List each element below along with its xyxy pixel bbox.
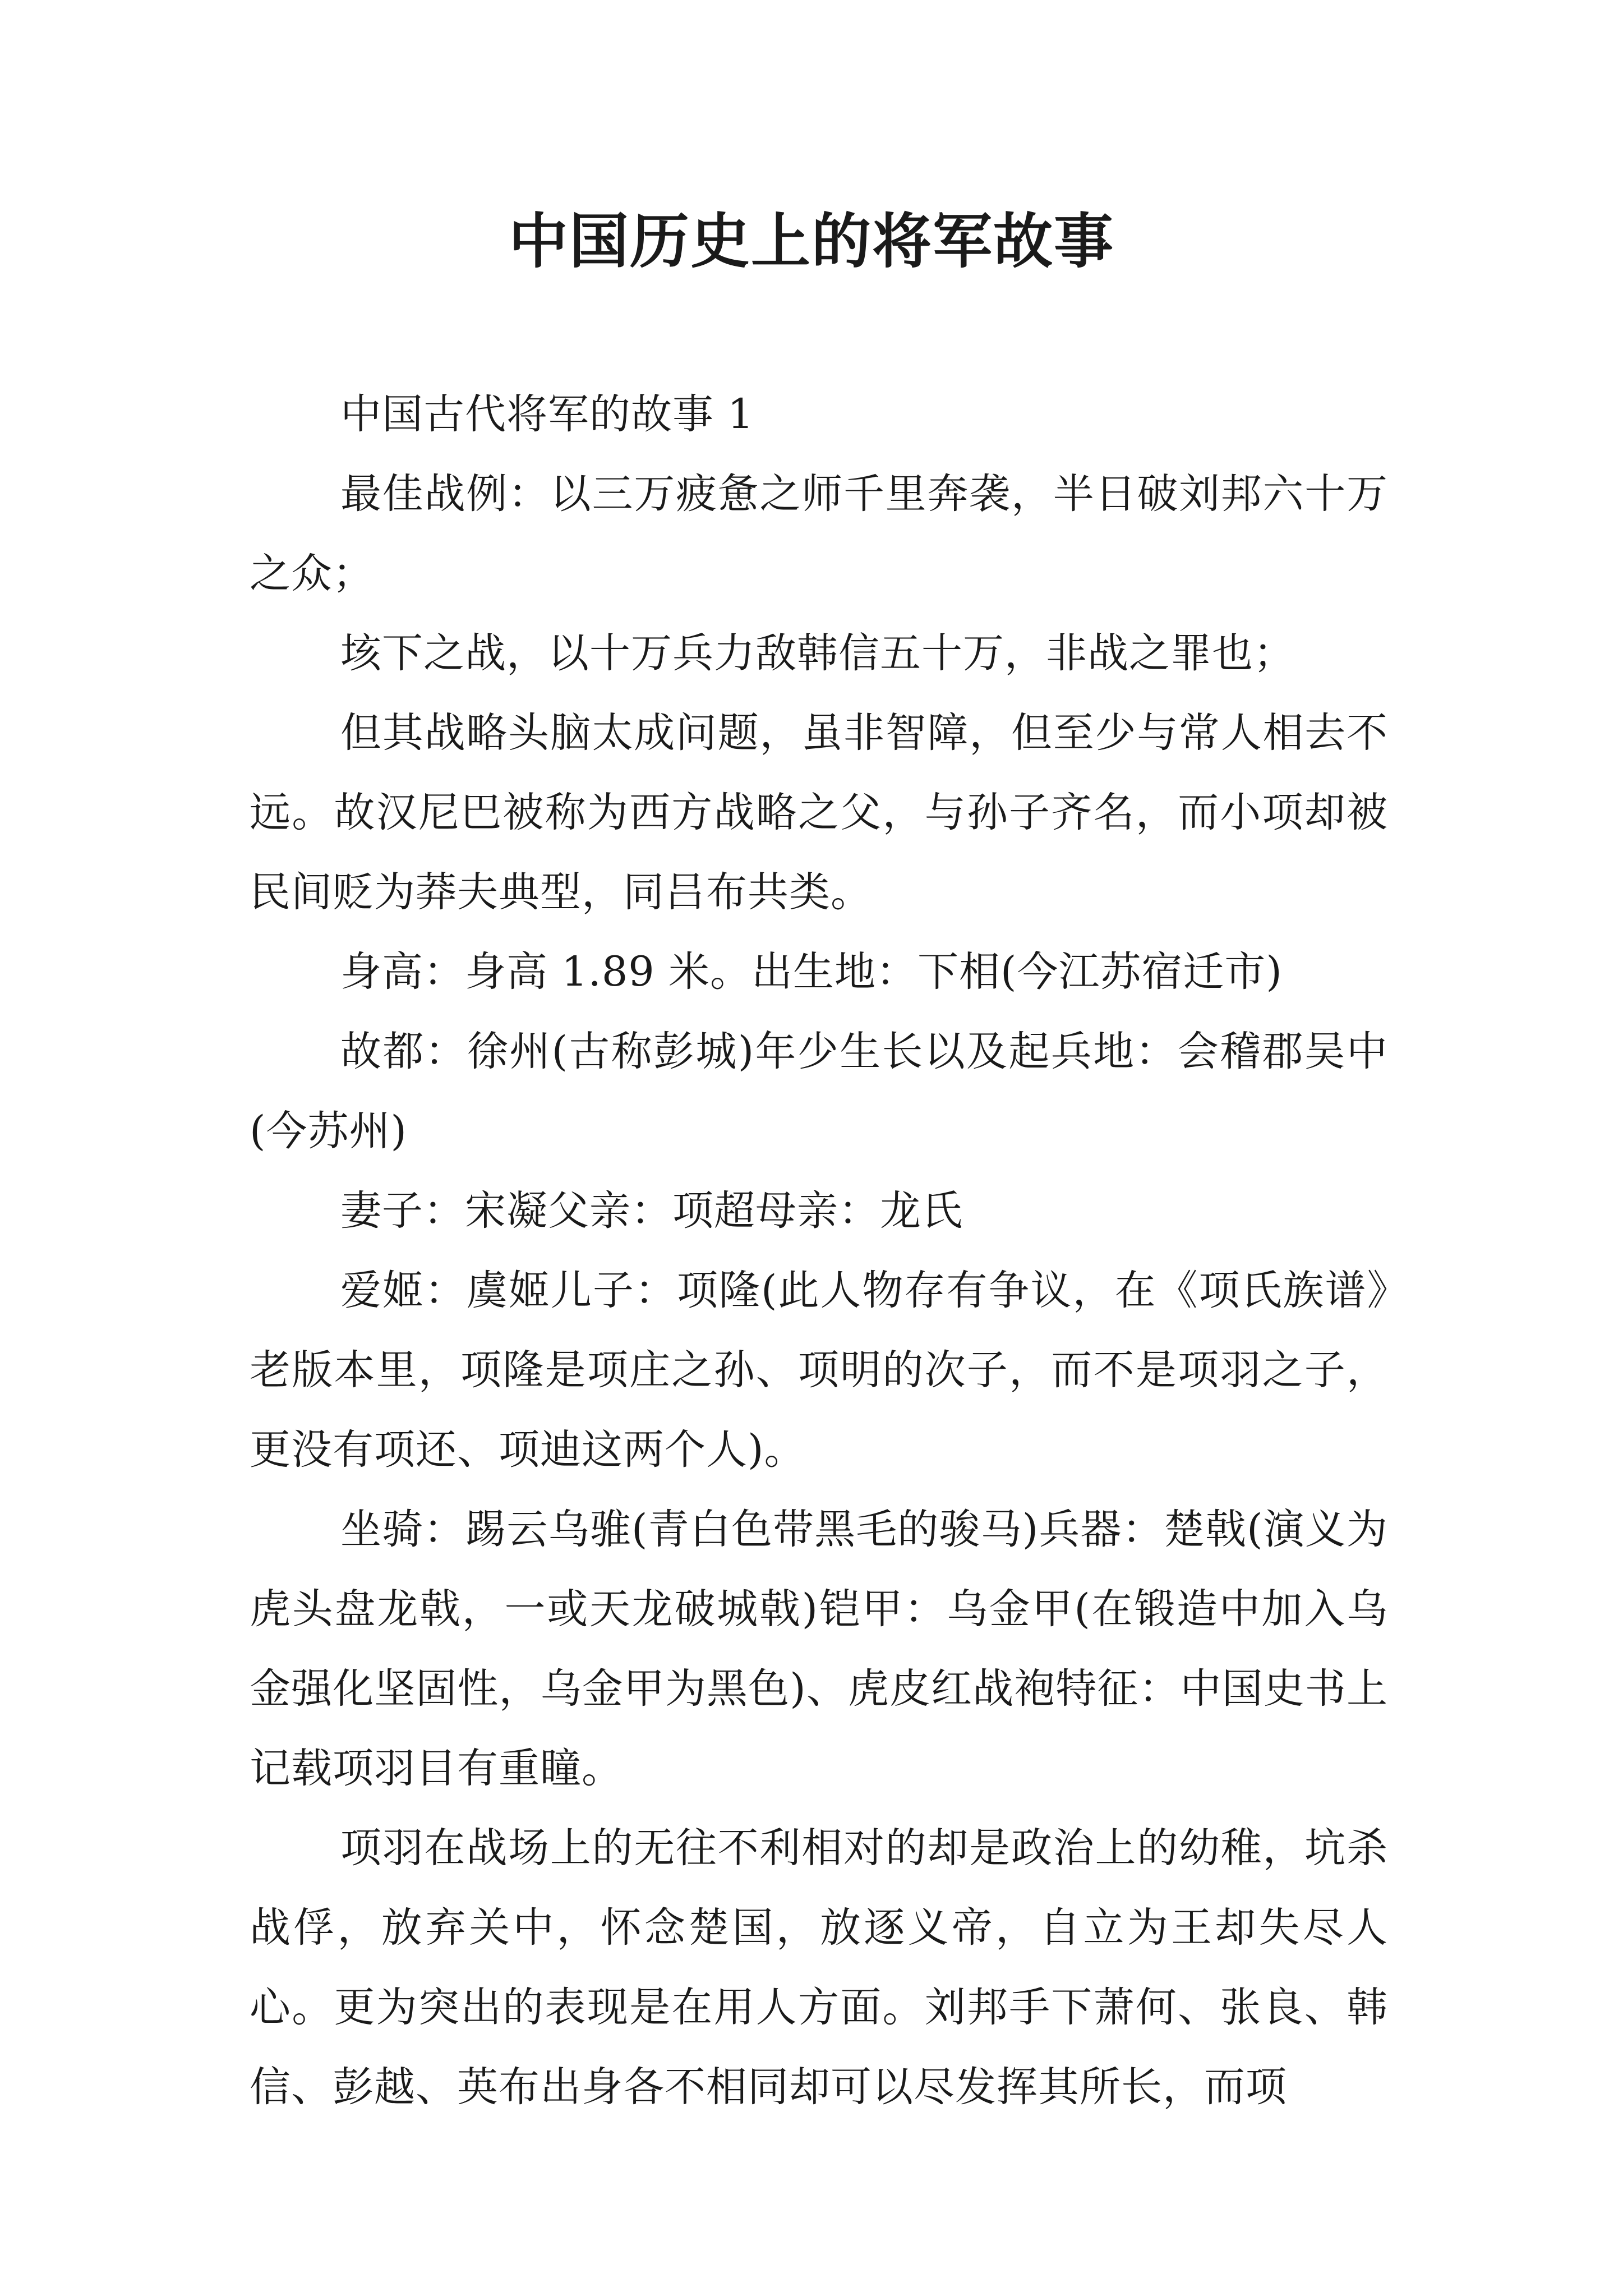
- document-body: [250, 375, 1388, 2127]
- paragraph: 项羽在战场上的无往不利相对的却是政治上的幼稚，坑杀战俘，放弃关中，怀念楚国，放逐义帝，自立为王却失尽人心。更为突出的表现是在用人方面。刘邦手下萧何、张良、韩信、彭越、英布出身各不相同却可以尽发挥其所长，而项: [250, 1824, 1388, 2111]
- paragraph: 坐骑：踢云乌骓(青白色带黑毛的骏马)兵器：楚戟(演义为虎头盘龙戟，一或天龙破城戟)铠甲：乌金甲(在锻造中加入乌金强化坚固性，乌金甲为黑色)、虎皮红战袍特征：中国史书上记载项羽目有重瞳。: [250, 1506, 1388, 1792]
- paragraph: 妻子：宋凝父亲：项超母亲：龙氏: [340, 1187, 963, 1235]
- paragraph: 故都：徐州(古称彭城)年少生长以及起兵地：会稽郡吴中(今苏州): [250, 1028, 1388, 1155]
- paragraph: 身高：身高 1.89 米。出生地：下相(今江苏宿迁市): [340, 948, 1283, 996]
- paragraph: 但其战略头脑太成问题，虽非智障，但至少与常人相去不远。故汉尼巴被称为西方战略之父，与孙子齐名，而小项却被民间贬为莽夫典型，同吕布共类。: [250, 709, 1388, 916]
- paragraph: 中国古代将军的故事 1: [340, 390, 754, 438]
- paragraph: 最佳战例：以三万疲惫之师千里奔袭，半日破刘邦六十万之众；: [250, 470, 1388, 597]
- paragraph: 垓下之战，以十万兵力敌韩信五十万，非战之罪也；: [340, 629, 1295, 677]
- paragraph: 爱姬：虞姬儿子：项隆(此人物存有争议，在《项氏族谱》老版本里，项隆是项庄之孙、项明的次子，而不是项羽之子，更没有项还、项迪这两个人)。: [250, 1267, 1388, 1474]
- document-title: 中国历史上的将军故事: [509, 206, 1114, 276]
